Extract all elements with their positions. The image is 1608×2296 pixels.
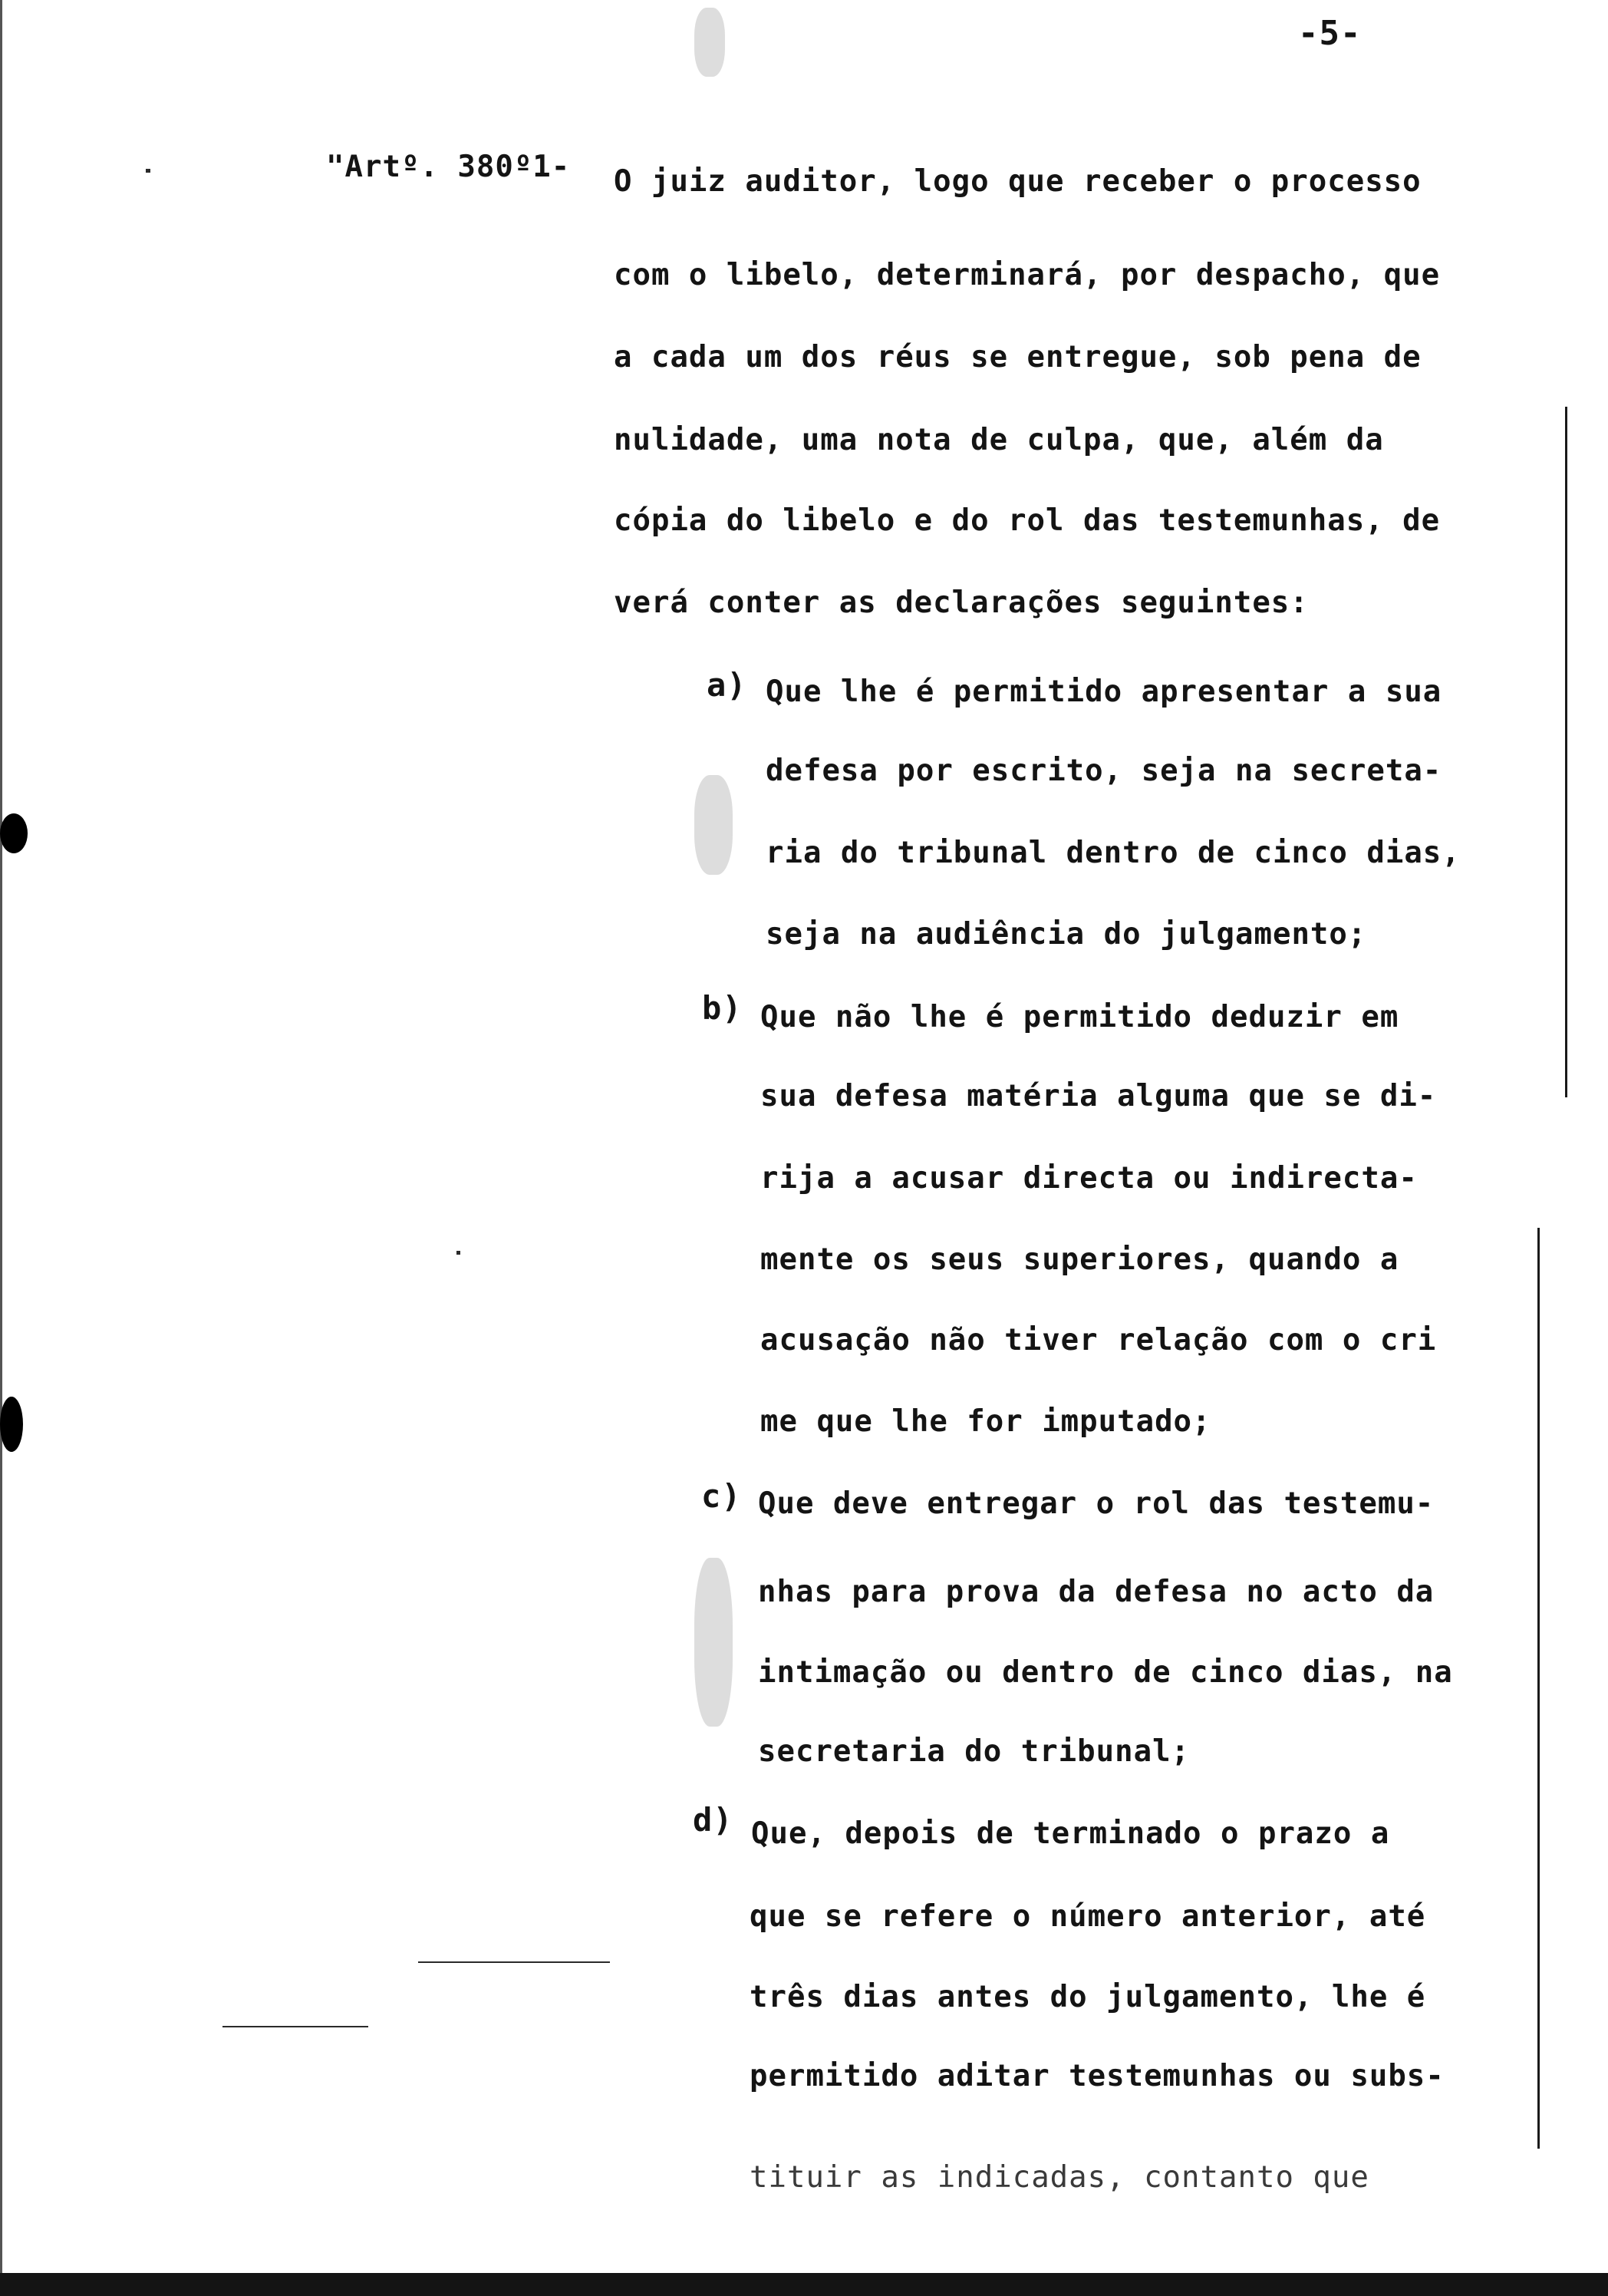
item-a-line: defesa por escrito, seja na secreta-	[766, 754, 1442, 788]
article-text-line: nulidade, uma nota de culpa, que, além da	[614, 423, 1384, 457]
scan-bottom-edge	[0, 2273, 1608, 2296]
item-d-line: tituir as indicadas, contanto que	[750, 2160, 1369, 2195]
scan-speck	[222, 2026, 368, 2027]
scan-speck	[456, 1251, 460, 1255]
article-text-line: O juiz auditor, logo que receber o processo	[614, 164, 1422, 199]
item-b-line: me que lhe for imputado;	[760, 1404, 1211, 1439]
scan-blot	[0, 813, 28, 853]
item-d-line: Que, depois de terminado o prazo a	[751, 1816, 1390, 1851]
scan-speck	[418, 1961, 610, 1963]
article-text-line: cópia do libelo e do rol das testemunhas, de	[614, 503, 1441, 538]
scan-smudge	[694, 1558, 733, 1727]
item-b-line: acusação não tiver relação com o cri	[760, 1323, 1437, 1357]
item-marker-b: b)	[702, 989, 743, 1027]
scan-speck	[146, 169, 150, 173]
item-marker-d: d)	[693, 1801, 733, 1839]
item-c-line: nhas para prova da defesa no acto da	[758, 1575, 1435, 1609]
item-marker-a: a)	[707, 666, 747, 704]
item-c-line: secretaria do tribunal;	[758, 1734, 1191, 1769]
item-c-line: Que deve entregar o rol das testemu-	[758, 1486, 1435, 1521]
item-marker-c: c)	[701, 1477, 742, 1515]
item-b-line: mente os seus superiores, quando a	[760, 1242, 1399, 1277]
page-number: -5-	[1298, 14, 1362, 53]
scan-blot	[0, 1397, 23, 1452]
item-b-line: sua defesa matéria alguma que se di-	[760, 1079, 1437, 1113]
item-a-line: seja na audiência do julgamento;	[766, 917, 1367, 952]
item-d-line: três dias antes do julgamento, lhe é	[750, 1980, 1426, 2014]
item-c-line: intimação ou dentro de cinco dias, na	[758, 1655, 1453, 1690]
item-b-line: Que não lhe é permitido deduzir em	[760, 1000, 1399, 1034]
scan-left-edge	[0, 0, 2, 2296]
article-text-line: verá conter as declarações seguintes:	[614, 586, 1309, 620]
scan-margin-line	[1537, 1228, 1540, 2149]
item-d-line: permitido aditar testemunhas ou subs-	[750, 2059, 1445, 2093]
article-label: "Artº. 380º1-	[326, 150, 571, 184]
article-text-line: com o libelo, determinará, por despacho, que	[614, 258, 1441, 292]
item-d-line: que se refere o número anterior, até	[750, 1899, 1426, 1934]
item-a-line: Que lhe é permitido apresentar a sua	[766, 675, 1442, 709]
item-b-line: rija a acusar directa ou indirecta-	[760, 1161, 1418, 1196]
scan-smudge	[694, 775, 733, 875]
article-text-line: a cada um dos réus se entregue, sob pena de	[614, 340, 1422, 374]
scan-margin-line	[1565, 407, 1567, 1097]
scan-smudge	[694, 8, 725, 77]
item-a-line: ria do tribunal dentro de cinco dias,	[766, 836, 1461, 870]
